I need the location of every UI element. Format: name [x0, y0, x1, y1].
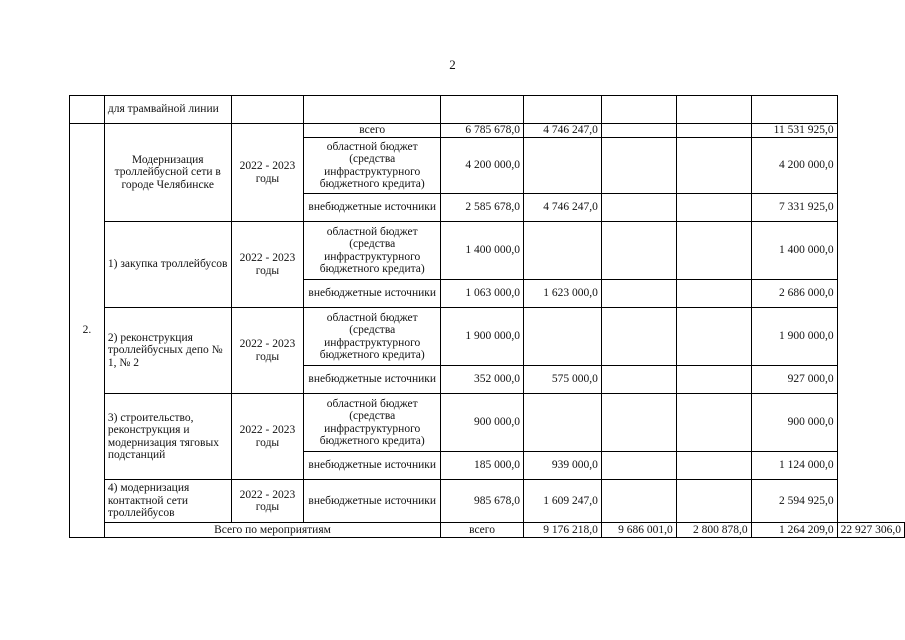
- period: 2022 - 2023 годы: [231, 124, 304, 222]
- total-cell: 7 331 925,0: [751, 194, 837, 222]
- value-cell: [676, 194, 751, 222]
- funding-source: областной бюджет (средства инфраструктурного бюджетного кредита): [304, 308, 441, 366]
- row-number: 2.: [70, 124, 105, 538]
- measure-name: Модернизация троллейбусной сети в городе Челябинске: [104, 124, 231, 222]
- value-cell: [523, 138, 601, 194]
- period: 2022 - 2023 годы: [231, 222, 304, 308]
- value-cell: 2 585 678,0: [441, 194, 524, 222]
- value-cell: 352 000,0: [441, 366, 524, 394]
- value-cell: 900 000,0: [441, 394, 524, 452]
- funding-source: внебюджетные источники: [304, 452, 441, 480]
- value-cell: [523, 308, 601, 366]
- value-cell: [523, 222, 601, 280]
- value-cell: [523, 394, 601, 452]
- value-cell: [601, 480, 676, 523]
- grand-total-label: Всего по мероприятиям: [104, 523, 440, 538]
- value-cell: 4 200 000,0: [441, 138, 524, 194]
- value-cell: [601, 194, 676, 222]
- funding-source: всего: [441, 523, 524, 538]
- table-cell: [70, 96, 105, 124]
- value-cell: [676, 308, 751, 366]
- funding-source: областной бюджет (средства инфраструктурного бюджетного кредита): [304, 394, 441, 452]
- value-cell: [676, 138, 751, 194]
- total-cell: 927 000,0: [751, 366, 837, 394]
- measure-name: 4) модернизация контактной сети троллейбусов: [104, 480, 231, 523]
- value-cell: 985 678,0: [441, 480, 524, 523]
- total-cell: 1 400 000,0: [751, 222, 837, 280]
- funding-source: областной бюджет (средства инфраструктурного бюджетного кредита): [304, 138, 441, 194]
- funding-source: внебюджетные источники: [304, 480, 441, 523]
- measure-name: 2) реконструкция троллейбусных депо № 1, № 2: [104, 308, 231, 394]
- table-cell: [676, 96, 751, 124]
- value-cell: [601, 124, 676, 138]
- table-row: [70, 124, 905, 138]
- value-cell: 2 800 878,0: [676, 523, 751, 538]
- total-cell: 900 000,0: [751, 394, 837, 452]
- value-cell: [676, 124, 751, 138]
- total-cell: 22 927 306,0: [837, 523, 904, 538]
- table-cell: [523, 96, 601, 124]
- total-cell: 2 686 000,0: [751, 280, 837, 308]
- value-cell: [601, 366, 676, 394]
- value-cell: [676, 452, 751, 480]
- funding-source: внебюджетные источники: [304, 194, 441, 222]
- value-cell: [601, 280, 676, 308]
- value-cell: 1 063 000,0: [441, 280, 524, 308]
- value-cell: [676, 222, 751, 280]
- funding-source: внебюджетные источники: [304, 280, 441, 308]
- table-cell: [751, 96, 837, 124]
- value-cell: 9 176 218,0: [523, 523, 601, 538]
- total-cell: 1 124 000,0: [751, 452, 837, 480]
- table-row: [70, 222, 905, 280]
- value-cell: [601, 452, 676, 480]
- value-cell: 9 686 001,0: [601, 523, 676, 538]
- total-cell: 2 594 925,0: [751, 480, 837, 523]
- value-cell: [676, 480, 751, 523]
- budget-table: [69, 95, 905, 538]
- value-cell: 1 400 000,0: [441, 222, 524, 280]
- table-row: [70, 523, 905, 538]
- total-cell: 1 900 000,0: [751, 308, 837, 366]
- value-cell: 6 785 678,0: [441, 124, 524, 138]
- total-cell: 11 531 925,0: [751, 124, 837, 138]
- period: 2022 - 2023 годы: [231, 308, 304, 394]
- value-cell: 575 000,0: [523, 366, 601, 394]
- table-row: [70, 96, 905, 124]
- total-cell: 4 200 000,0: [751, 138, 837, 194]
- table-cell: [304, 96, 441, 124]
- funding-source: областной бюджет (средства инфраструктурного бюджетного кредита): [304, 222, 441, 280]
- value-cell: 1 264 209,0: [751, 523, 837, 538]
- measure-name: 1) закупка троллейбусов: [104, 222, 231, 308]
- table-cell: [231, 96, 304, 124]
- value-cell: 185 000,0: [441, 452, 524, 480]
- value-cell: [676, 366, 751, 394]
- page-number: 2: [449, 57, 456, 72]
- table-row: [70, 308, 905, 366]
- value-cell: [601, 394, 676, 452]
- value-cell: 1 623 000,0: [523, 280, 601, 308]
- funding-source: всего: [304, 124, 441, 138]
- value-cell: 1 609 247,0: [523, 480, 601, 523]
- table-row: [70, 394, 905, 452]
- table-cell: [441, 96, 524, 124]
- value-cell: [676, 280, 751, 308]
- funding-source: внебюджетные источники: [304, 366, 441, 394]
- table-row: [70, 480, 905, 523]
- value-cell: 4 746 247,0: [523, 194, 601, 222]
- value-cell: [601, 308, 676, 366]
- value-cell: 1 900 000,0: [441, 308, 524, 366]
- value-cell: [601, 138, 676, 194]
- period: 2022 - 2023 годы: [231, 480, 304, 523]
- value-cell: 939 000,0: [523, 452, 601, 480]
- value-cell: [601, 222, 676, 280]
- value-cell: [676, 394, 751, 452]
- value-cell: 4 746 247,0: [523, 124, 601, 138]
- table-cell: [601, 96, 676, 124]
- measure-name: 3) строительство, реконструкция и модернизация тяговых подстанций: [104, 394, 231, 480]
- measure-name: для трамвайной линии: [104, 96, 231, 124]
- period: 2022 - 2023 годы: [231, 394, 304, 480]
